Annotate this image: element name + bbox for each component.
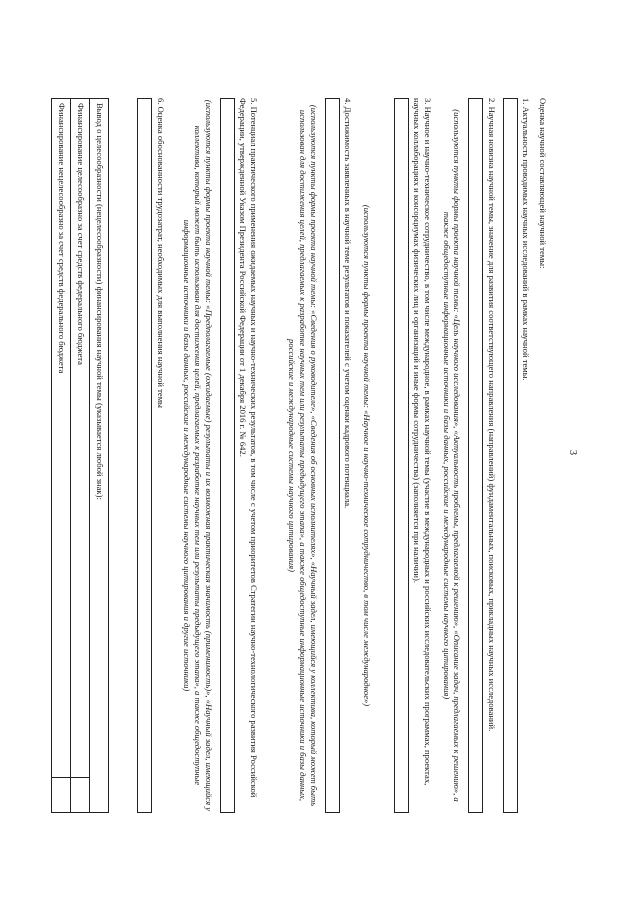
section-1	[503, 98, 532, 813]
section-2	[441, 98, 497, 813]
section-1-answer-box[interactable]	[503, 98, 518, 813]
section-5	[182, 98, 259, 813]
section-6-answer-box[interactable]	[137, 98, 152, 813]
funding-option-label: Финансирование целесообразно за счет средств федерального бюджета	[71, 99, 90, 778]
section-3-note: (используются пункты формы проекта научной темы: «Научное и научно-техническое сотрудничество, в том числе международное»)	[361, 204, 372, 707]
funding-header-row	[90, 99, 109, 813]
funding-row	[52, 99, 71, 813]
section-4-heading: 4. Достижимость заявленных в научной теме результатов и показателей с учетом оценки кадрового потенциала.	[343, 98, 354, 509]
section-1-heading: 1. Актуальность проводимых научных исследований в рамках научной темы.	[521, 98, 532, 381]
section-2-note: (используются пункты формы проекта научной темы: «Цель научного исследования», «Актуальность проблемы, предлагаемой к решению», «Описание задач, предлагаемых к решению», а также общедоступные информационные источники и базы данных, российские и международные системы научного цитирования)	[441, 109, 463, 802]
funding-option-mark-cell[interactable]	[71, 778, 90, 813]
section-6	[137, 98, 166, 813]
section-5-note: (используются пункты формы проекта научной темы: «Предполагаемые (ожидаемые) результаты и их возможная практическая значимость (применимость)», «Научный задел, имеющийся у коллектива, который может быть использован для достижения целей, предлагаемых к разработке научных тем или результаты предыдущего этапа», а также общедоступные информационные источники и базы данных, российские и международные системы научного цитирования и другие источники)	[182, 99, 214, 812]
section-3-heading: 3. Научное и научно-техническое сотрудничество, в том числе международное, в рамках научной темы (участие в международных и российских исследовательских программах, проектах, научных коллаборациях и консорциумах физических лиц и организаций и иные формы сотрудничества) (заполняется при наличии).	[412, 98, 434, 786]
funding-option-label: Финансирование нецелесообразно за счет средств федерального бюджета	[52, 99, 71, 778]
section-2-heading: 2. Научная новизна научной темы, значение для развития соответствующего направления (направлений) фундаментальных, поисковых, прикладных научных исследований.	[486, 98, 497, 732]
page-number: 3	[567, 450, 578, 455]
document-content	[51, 98, 548, 813]
funding-option-mark-cell[interactable]	[52, 778, 71, 813]
section-4-note: (используются пункты формы проекта научной темы: «Сведения о руководителе», «Сведения об основных исполнителях», «Научный задел, имеющийся у коллектива, который может быть использован для достижения целей, предлагаемых к разработке научных тем или результаты предыдущего этапа», а также общедоступные информационные источники и базы данных, российские и международные системы научного цитирования)	[287, 104, 319, 807]
funding-heading: Вывод о целесообразности (нецелесообразности) финансирования научной темы (указывается любой знак):	[90, 99, 109, 813]
section-3-answer-box[interactable]	[394, 98, 409, 813]
section-6-heading: 6. Оценка обоснованности трудозатрат, необходимых для выполнения научной темы	[155, 98, 166, 408]
section-2-answer-box[interactable]	[468, 98, 483, 813]
section-5-answer-box[interactable]	[220, 98, 235, 813]
funding-row	[71, 99, 90, 813]
section-4-answer-box[interactable]	[325, 98, 340, 813]
section-5-heading: 5. Потенциал практического применения ожидаемых научных и научно-технических результатов, в том числе с учетом приоритетов Стратегии научно-технологического развития Российской Федерации, утвержденной Указом Президента Российской Федерации от 1 декабря 2016 г. № 642.	[238, 98, 259, 798]
section-4	[287, 98, 353, 813]
document-title: Оценка научной составляющей научной темы:	[538, 98, 548, 269]
funding-table	[51, 98, 109, 813]
section-3	[361, 98, 433, 813]
